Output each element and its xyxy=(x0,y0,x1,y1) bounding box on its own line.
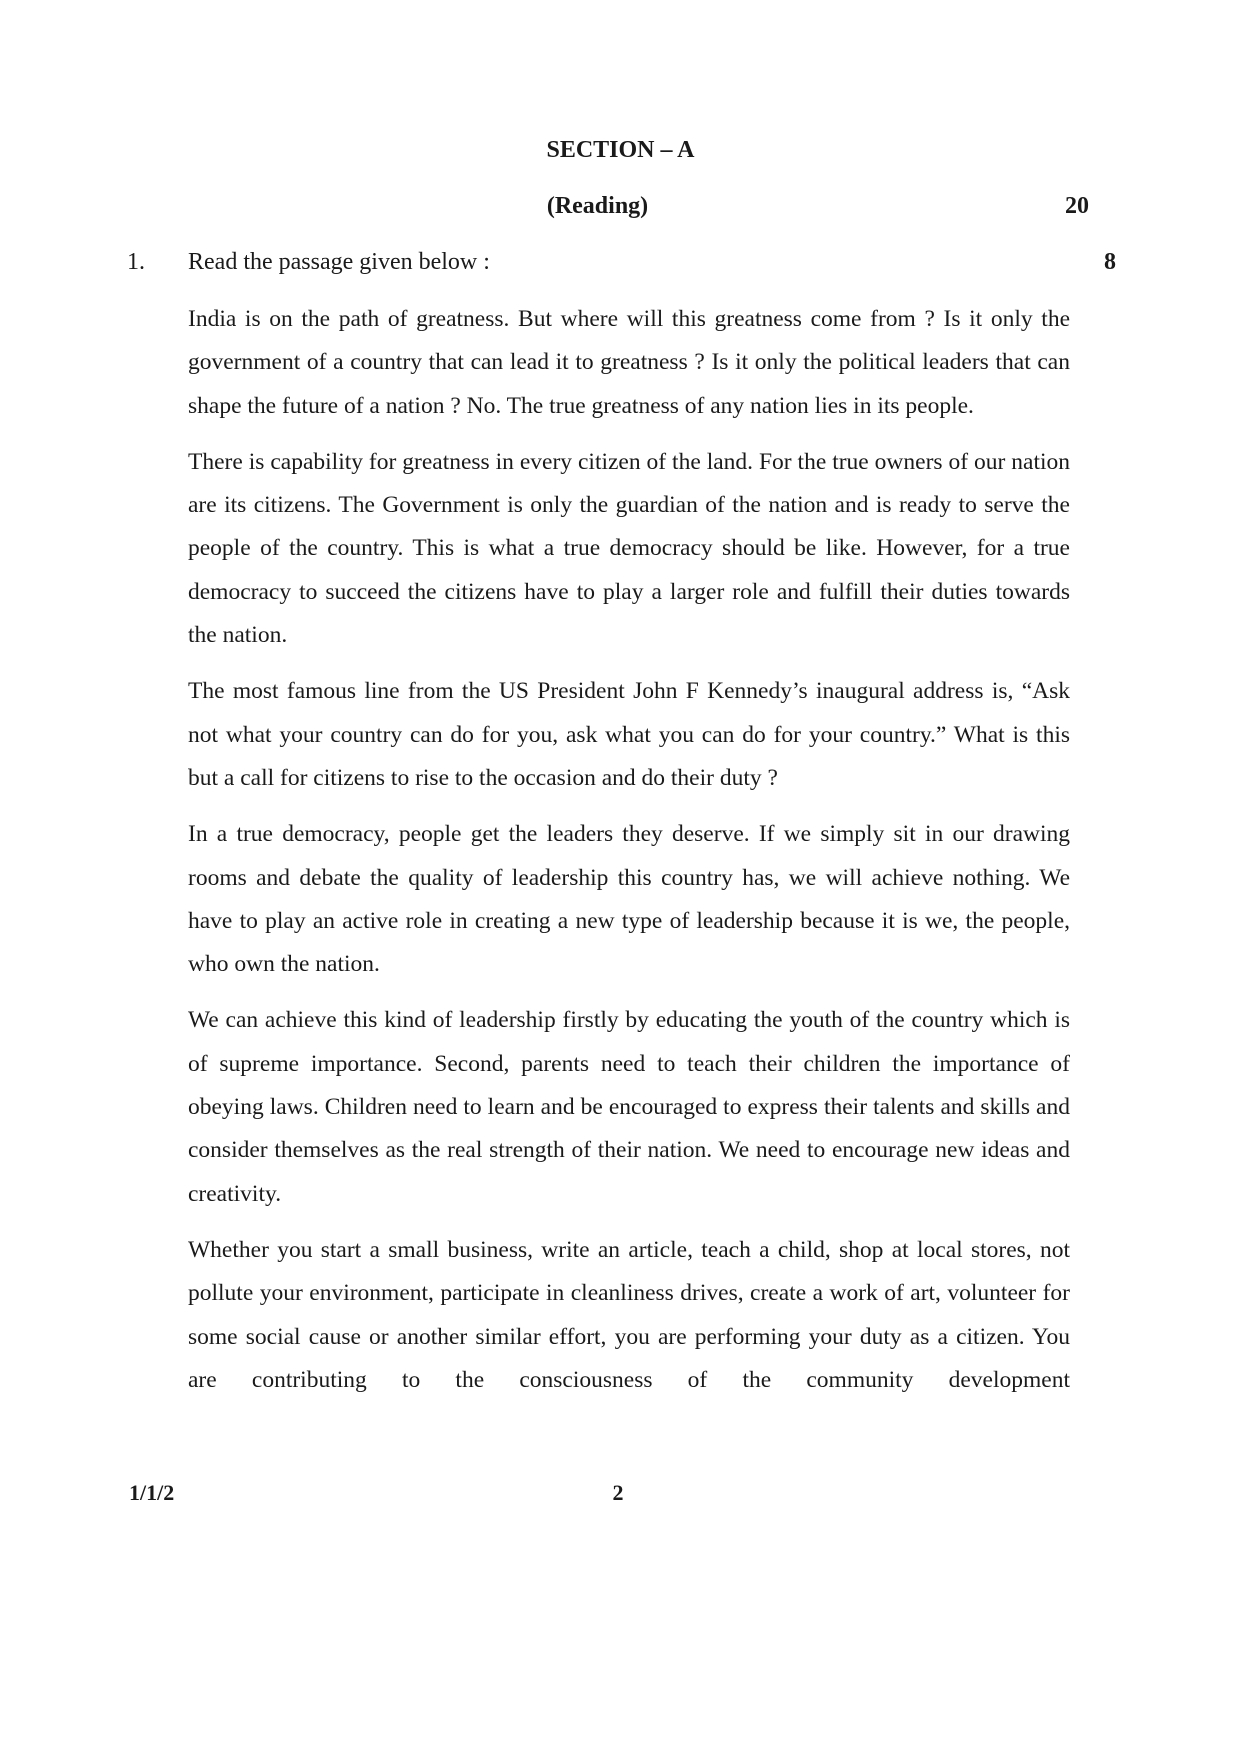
question-prompt: Read the passage given below : xyxy=(188,249,490,275)
passage-paragraph-6: Whether you start a small business, write an article, teach a child, shop at local stores, not pollute your environment, participate in cleanliness drives, create a work of art, volunteer for some social cause or another similar effort, you are performing your duty as a citizen. You are contributing to the consciousness of the community development xyxy=(188,1236,1070,1393)
section-subtitle: (Reading) xyxy=(546,193,649,219)
passage-paragraph-4: In a true democracy, people get the leaders they deserve. If we simply sit in our drawing rooms and debate the quality of leadership this country has, we will achieve nothing. We have to play an active role in creating a new type of leadership because it is we, the people, who own the nation. xyxy=(188,821,1070,978)
question-number: 1. xyxy=(127,249,145,275)
passage-paragraph-5: We can achieve this kind of leadership firstly by educating the youth of the country which is of supreme importance. Second, parents need to teach their children the importance of obeying laws. Children need to learn and be encouraged to express their talents and skills and consider themselves as the real strength of their nation. We need to encourage new ideas and creativity. xyxy=(188,1007,1070,1207)
section-title: SECTION – A xyxy=(546,137,695,163)
page-number: 2 xyxy=(612,1480,624,1505)
paper-code: 1/1/2 xyxy=(129,1480,175,1505)
section-marks: 20 xyxy=(1065,193,1089,219)
question-marks: 8 xyxy=(1104,249,1116,275)
reading-passage xyxy=(188,298,1070,1415)
passage-paragraph-3: The most famous line from the US President John F Kennedy’s inaugural address is, “Ask not what your country can do for you, ask what you can do for your country.” What is this but a call for citizens to rise to the occasion and do their duty ? xyxy=(188,678,1070,791)
passage-paragraph-1: India is on the path of greatness. But where will this greatness come from ? Is it only the government of a country that can lead it to greatness ? Is it only the political leaders that can shape the future of a nation ? No. The true greatness of any nation lies in its people. xyxy=(188,306,1070,419)
passage-paragraph-2: There is capability for greatness in every citizen of the land. For the true owners of our nation are its citizens. The Government is only the guardian of the nation and is ready to serve the people of the country. This is what a true democracy should be like. However, for a true democracy to succeed the citizens have to play a larger role and fulfill their duties towards the nation. xyxy=(188,448,1070,649)
